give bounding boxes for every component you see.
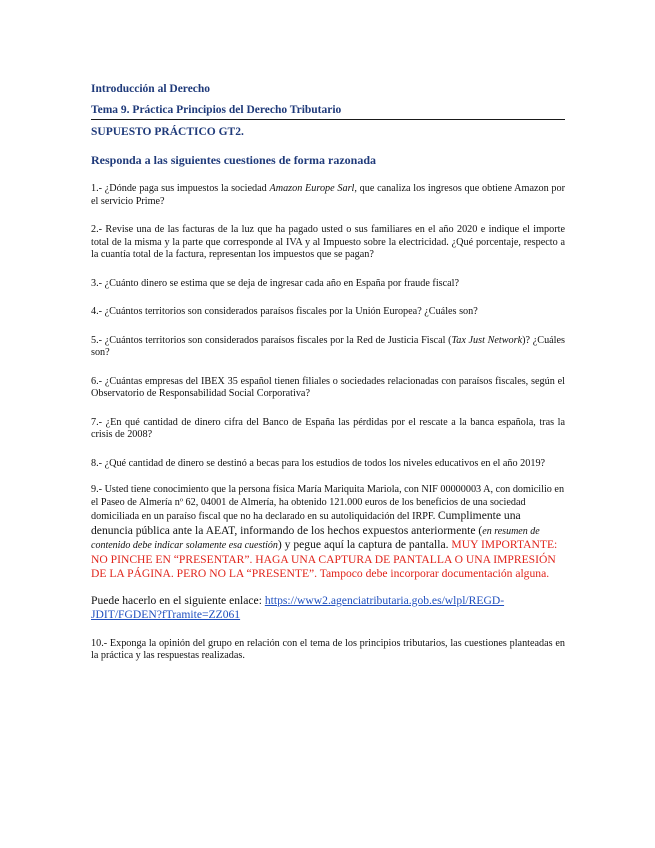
question-6: 6.- ¿Cuántas empresas del IBEX 35 español tienen filiales o sociedades relacionadas con paraísos fiscales, según el Observatorio de Responsabilidad Social Corporativa? [91, 375, 565, 399]
document-page [91, 82, 565, 663]
course-title: Introducción al Derecho [91, 83, 211, 95]
question-9-task-end: ) y pegue aquí la captura de pantalla. [277, 538, 452, 551]
aeat-link[interactable]: https://www2.agenciatributaria.gob.es/wlpl/REGD-JDIT/FGDEN?fTramite=ZZ061 [91, 593, 505, 621]
instructions-heading: Responda a las siguientes cuestiones de forma razonada [91, 153, 377, 167]
question-3: 3.- ¿Cuánto dinero se estima que se deja de ingresar cada año en España por fraude fiscal? [91, 277, 460, 289]
question-1-text-end: , que canaliza los ingresos que obtiene Amazon por el servicio Prime? [91, 183, 566, 207]
link-paragraph [91, 594, 565, 622]
question-9-facts: 9.- Usted tiene conocimiento que la persona física María Mariquita Mariola, con NIF 00000003 A, con domicilio en el Paseo de Almería nº 62, 04001 de Almería, ha obtenido 121.000 euros de los beneficios de una sociedad domiciliada en un paraíso fiscal que no ha declarado en su autoliquidación del IRPF. [91, 484, 565, 522]
case-title: SUPUESTO PRÁCTICO GT2. [91, 126, 244, 138]
question-7: 7.- ¿En qué cantidad de dinero cifra del Banco de España las pérdidas por el rescate a la banca española, tras la crisis de 2008? [91, 416, 565, 440]
question-1-text: 1.- ¿Dónde paga sus impuestos la sociedad [91, 183, 270, 194]
question-5-network: Tax Just Network [451, 334, 523, 346]
question-4: 4.- ¿Cuántos territorios son considerados paraísos fiscales por la Unión Europea? ¿Cuáles son? [91, 306, 478, 317]
topic-title: Tema 9. Práctica Principios del Derecho Tributario [91, 103, 565, 120]
question-2: 2.- Revise una de las facturas de la luz que ha pagado usted o sus familiares en el año 2020 e indique el importe total de la misma y la parte que corresponde al IVA y al Impuesto sobre la electricidad. ¿Qué porcentaje, respecto a la cuantía total de la factura, representan los impuestos que se pagan? [91, 224, 565, 260]
question-5 [91, 335, 565, 360]
question-9-warning: MUY IMPORTANTE: NO PINCHE EN “PRESENTAR”. HAGA UNA CAPTURA DE PANTALLA O UNA IMPRESIÓN DE LA PÁGINA. PERO NO LA “PRESENTE”. Tampoco debe incorporar documentación alguna. [91, 538, 558, 580]
question-9-task-text: Cumplimente una denuncia pública ante la AEAT, informando de los hechos expuestos anteriormente ( [91, 509, 521, 537]
question-5-text: 5.- ¿Cuántos territorios son considerados paraísos fiscales por la Red de Justicia Fiscal ( [91, 334, 452, 346]
question-1 [91, 183, 565, 208]
question-10: 10.- Exponga la opinión del grupo en relación con el tema de los principios tributarios, las cuestiones planteadas en la práctica y las respuestas realizadas. [91, 637, 565, 661]
question-9 [91, 484, 565, 582]
question-5-text-end: )? ¿Cuáles son? [91, 334, 566, 358]
question-8: 8.- ¿Qué cantidad de dinero se destinó a becas para los estudios de todos los niveles educativos en el año 2019? [91, 457, 546, 469]
link-intro: Puede hacerlo en el siguiente enlace: [91, 593, 265, 607]
question-1-company: Amazon Europe Sarl [269, 183, 355, 194]
question-9-note: en resumen de contenido debe indicar solamente esa cuestión [91, 525, 540, 551]
